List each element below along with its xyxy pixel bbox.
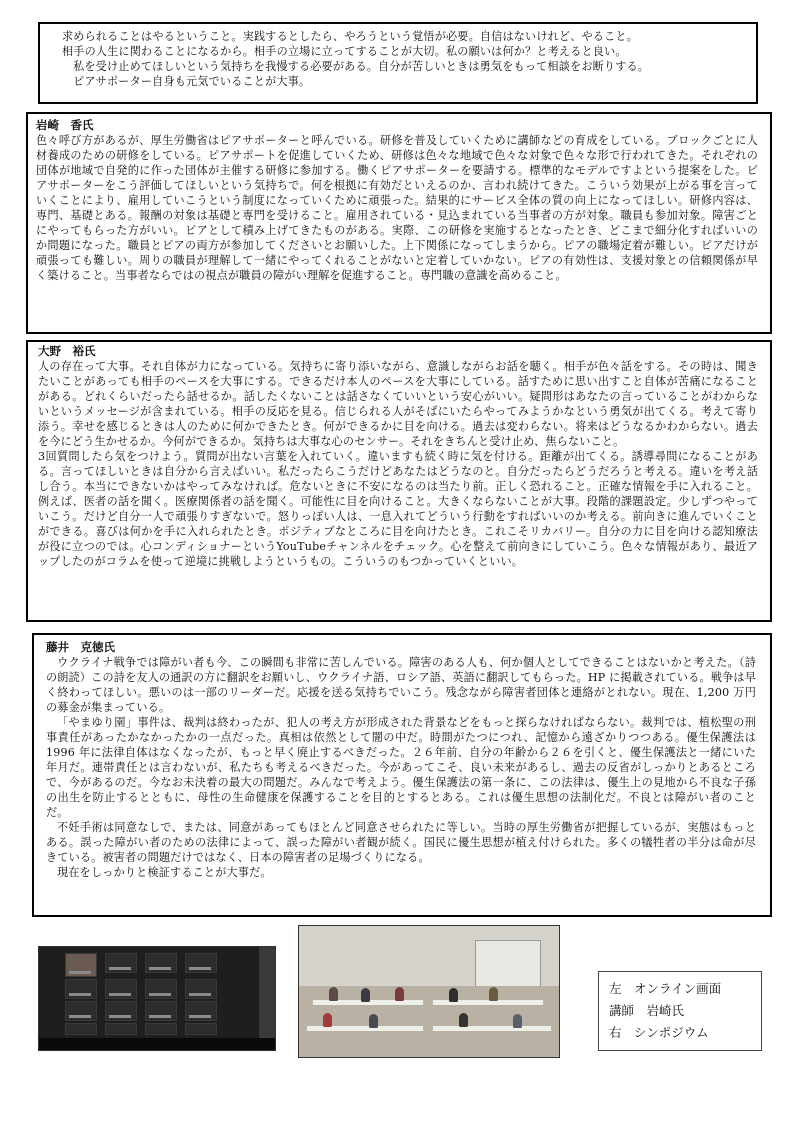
speaker-text: 「やまゆり園」事件は、裁判は終わったが、犯人の考え方が形成された背景などをもっと探らなければならない。裁判では、植松聖の刑事責任があったかなかったかの一点だった。真相は依然として闇の中だ。時間がたつにつれ、記憶から遠ざかりつつある。優生保護法は 1996 年に法律自体はなくなったが、もっと早く廃止するべきだった。２６年前、自分の年齢から２６を引くと、優生保護法と一緒にいた年月だ。連帯責任とは言わないが、私たちも考えるべきだった。今があってこそ、良い未来があるし、過去の反省がしっかりとあるところで、今があるのだ。今なお未決着の最大の問題だ。みんなで考えよう。優生保護法の第一条に、この法律は、優生上の見地から不良な子孫の出生を防止するとともに、母性の生命健康を保護することを目的とするとある。これは優生思想の法制化だ。不良とは障がい者のことだ。 [46,716,756,819]
speaker-text: 現在をしっかりと検証することが大事だ。 [57,866,272,879]
video-tile [185,1001,217,1021]
speaker-name: 岩崎 香氏 [36,118,94,132]
speaker-name: 大野 裕氏 [38,344,96,358]
video-tile [105,979,137,999]
attendee [361,988,370,1002]
iwasaki-section [26,112,772,334]
attendee [323,1013,332,1027]
attendee [369,1014,378,1028]
speaker-text: 人の存在って大事。それ自体が力になっている。気持ちに寄り添いながら、意識しながらお話を聴く。相手が色々話をする。その時は、聞きたいことがあっても相手のペースを大事にする。できるだけ本人のペースを大事にしている。話すために思い出すこと自体が苦痛になることがある。どれくらいだったら話せるか。話したくないことは話さなくていいという安心がいい。疑問形はあなたの言っていることがわからないというメッセージが含まれている。相手の反応を見る。信じられる人がそばにいたらやってみようかなという勇気が出てくる。考えて寄り添う。幸せを感じるときは人のために何かできたとき。何ができるかに目を向ける。過去は変わらない。将来はどうなるかわからない。過去を今にどう生かせるか。今何ができるか。気持ちは大事な心のセンサー。それをきちんと受け止め、焦らないこと。 [38,360,758,448]
attendee [513,1014,522,1028]
speaker-text: 色々呼び方があるが、厚生労働省はピアサポーターと呼んでいる。研修を普及していくために講師などの育成をしている。ブロックごとに人材養成のための研修をしている。ピアサポートを促進していくため、研修は色々な地域で色々な対象で色々な形で行われてきた。それぞれの団体が地域で自発的に作った団体が主催する研修に参加する。働くピアサポーターを要請する。標準的なモデルですよという提案をした。ピアサポーターをこう評価してほしいという気持ちで。何を根拠に有効だといえるのか、言われ続けてきた。こういう効果が上がる事を言っていくことにより、雇用していこうという制度になっていくために頑張った。結果的にサービス全体の質の向上になってほしい。研修内容は、専門、基礎とある。報酬の対象は基礎と専門を受けること。雇用されている・見込まれている当事者の方が対象。職員も参加対象。障害ごとにやってもらった方がいい。ピアとして積み上げてきたものがある。実際、この研修を実施するとなったとき、どこまで細分化すればいいのか問題になった。職員とピアの両方が参加してくださいとお願いした。上下関係になってしまうから。ピアの職場定着が難しい。ピアだけが頑張っても難しい。周りの職員が理解して一緒にやってくれることがないと定着していかない。ピアの有効性は、支援対象との信頼関係が早く築けること。当事者ならではの視点が職員の障がい理解を促進すること。専門職の意識を高めること。 [36,134,758,282]
attendee [489,987,498,1001]
video-tile [145,1001,177,1021]
video-tile [65,979,97,999]
intro-line: 相手の人生に関わることになるから。相手の立場に立ってすることが大切。私の願いは何か？と考えると良い。 [62,45,627,58]
intro-line: 私を受け止めてほしいという気持ちを我慢する必要がある。自分が苦しいときは勇気をもって相談をお断りする。 [73,60,650,73]
speaker-text: 不妊手術は同意なしで、または、同意があってもほとんど同意させられたに等しい。当時の厚生労働省が把握しているが、実態はもっとある。誤った障がい者のための法律によって、誤った障がい者観が続く。国民に優生思想が植え付けられた。多くの犠牲者の半分は命が尽きている。被害者の問題だけではなく、日本の障害者の足場づくりになる。 [46,821,756,864]
video-tile [65,1023,97,1035]
photo-caption [598,971,762,1051]
attendee [329,987,338,1001]
screen-side-panel [259,947,275,1049]
intro-box [38,22,758,104]
ono-section [26,340,772,622]
video-tile-speaker [65,953,97,977]
caption-line: 講師 岩崎氏 [609,1003,685,1018]
attendee [459,1013,468,1027]
video-tile [65,1001,97,1021]
intro-line: ピアサポーター自身も元気でいることが大事。 [73,75,311,88]
online-screen-photo [38,946,276,1051]
video-tile [145,1023,177,1035]
intro-line: 求められることはやるということ。実践するとしたら、やろうという覚悟が必要。自信はないけれど、やること。 [62,30,638,43]
video-tile [185,953,217,973]
video-tile [185,979,217,999]
caption-line: 左 オンライン画面 [609,981,722,996]
video-tile [105,1023,137,1035]
taskbar [39,1038,275,1050]
video-tile [145,979,177,999]
speaker-text: ウクライナ戦争では障がい者も今、この瞬間も非常に苦しんでいる。障害のある人も、何か個人としてできることはないかと考えた。（詩の朗読）この詩を友人の通訳の方に翻訳をお願いし、ウクライナ語、ロシア語、英語に翻訳してもらった。HP に掲載されている。戦争は早く終わってほしい。悪いのは一部のリーダーだ。応援を送る気持ちでいこう。残念ながら障害者団体と連絡がとれない。現在、1,200 万円の募金が集まっている。 [46,656,756,714]
fujii-section [32,633,772,917]
desk [433,1026,551,1031]
attendee [395,987,404,1001]
attendee [449,988,458,1002]
video-tile [185,1023,217,1035]
symposium-photo [298,925,560,1058]
projection-screen [475,940,541,990]
video-tile [105,953,137,973]
caption-line: 右 シンポジウム [609,1025,709,1040]
video-tile [145,953,177,973]
speaker-name: 藤井 克徳氏 [46,640,115,654]
video-tile [105,1001,137,1021]
speaker-text: 3回質問したら気をつけよう。質問が出ない言葉を入れていく。違いますも続く時に気を付ける。距離が出てくる。誘導尋問になることがある。言ってほしいときは自分から言えばいい。私だったらこうだけどあなたはどうなのと。自分だったらどうだろうと考える。違いを考え話し合う。本当にできないかはやってみなければ。危ないときに不安になるのは当たり前。正しく恐れること。正確な情報を手に入れること。例えば、医者の話を聞く。医療関係者の話を聞く。可能性に目を向けること。大きくならないことが大事。段階的課題設定。少しずつやっていこう。だけど自分一人で頑張りすぎないで。怒りっぽい人は、一息入れてどういう行動をすればいいのか考える。前向きに進んでいくことができる。喜びは何かを手に入れられたとき。ポジティブなところに目を向けたとき。これこそリカバリー。自分の力に目を向ける認知療法が役に立つのでは。心コンディショナーというYouTubeチャンネルをチェック。心を整えて前向きにしていこう。色々な情報があり、最近アップしたのがコラムを使って逆境に挑戦しようというもの。こういうのもつかっていくといい。 [38,450,759,568]
